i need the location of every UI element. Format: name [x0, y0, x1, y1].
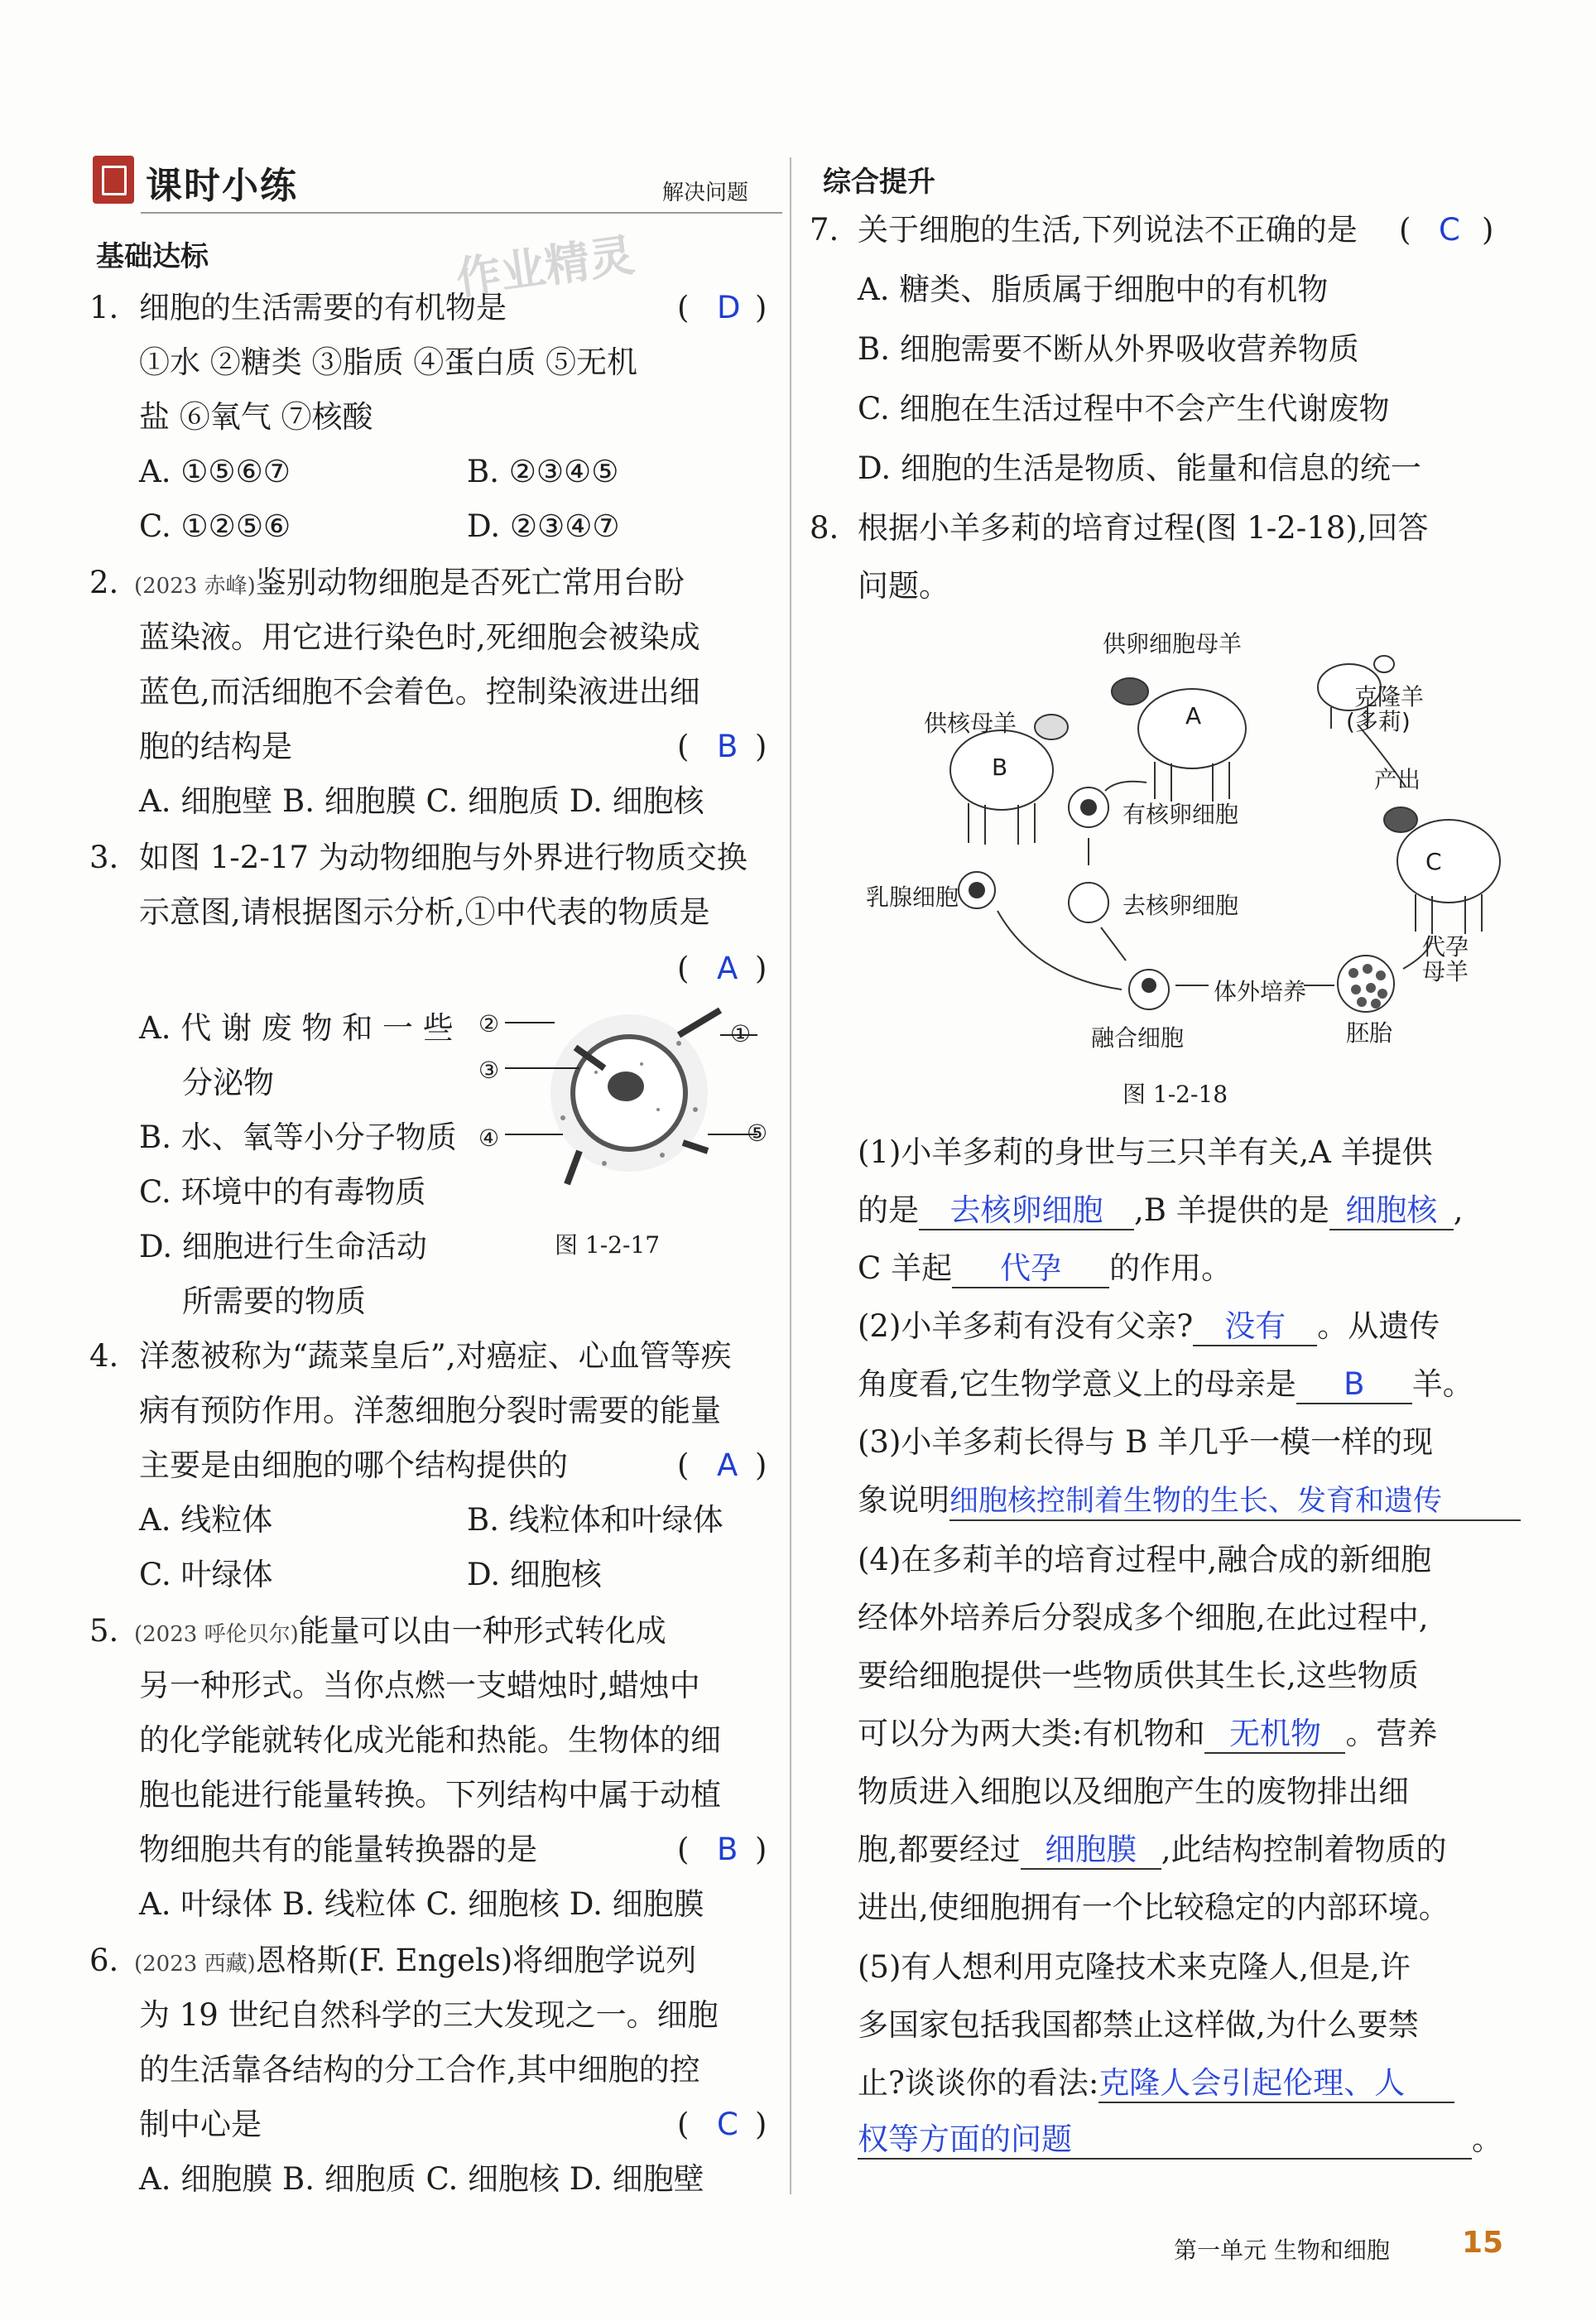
fig18-caption: 图 1-2-18 — [1122, 1081, 1228, 1108]
q7-answer: C — [1439, 212, 1460, 248]
q7-option-d: D. 细胞的生活是物质、能量和信息的统一 — [858, 450, 1421, 486]
q3-line2: 示意图,请根据图示分析,①中代表的物质是 — [139, 894, 710, 930]
fig17-mark-2: ② — [478, 1010, 500, 1038]
q7-option-c: C. 细胞在生活过程中不会产生代谢废物 — [858, 391, 1390, 426]
q5-number: 5. — [89, 1613, 119, 1649]
q4-answer: A — [717, 1447, 738, 1483]
q8-p4-line7: 进出,使细胞拥有一个比较稳定的内部环境。 — [858, 1890, 1449, 1925]
fig18-egg-donor: 供卵细胞母羊 — [1103, 630, 1243, 657]
q3-option-b: B. 水、氧等小分子物质 — [139, 1120, 457, 1155]
q1-items-1: ①水 ②糖类 ③脂质 ④蛋白质 ⑤无机 — [139, 344, 638, 380]
q4-option-a: A. 线粒体 — [139, 1502, 273, 1538]
q2-paren-close: ) — [755, 729, 767, 764]
q8-p4-line5: 物质进入细胞以及细胞产生的废物排出细 — [858, 1774, 1409, 1809]
q3-number: 3. — [89, 840, 119, 875]
q8-answer-opinion-2: 权等方面的问题 — [858, 2121, 1472, 2160]
q6-options: A. 细胞膜 B. 细胞质 C. 细胞核 D. 细胞壁 — [139, 2161, 704, 2197]
page-number: 15 — [1462, 2226, 1504, 2260]
q2-paren-open: ( — [677, 729, 690, 764]
q4-paren-close: ) — [755, 1447, 767, 1483]
section-advanced: 综合提升 — [823, 159, 935, 200]
page-subtitle: 解决问题 — [662, 181, 749, 205]
q2-source: (2023 赤峰) — [134, 574, 256, 599]
figure-1-2-17 — [472, 985, 786, 1209]
q2-line1: (2023 赤峰)鉴别动物细胞是否死亡常用台盼 — [134, 565, 685, 600]
fig18-mammary: 乳腺细胞 — [866, 884, 959, 911]
q8-p4-line6: 胞,都要经过 细胞膜 ,此结构控制着物质的 — [858, 1832, 1447, 1870]
q6-number: 6. — [89, 1943, 119, 1978]
q4-option-b: B. 线粒体和叶绿体 — [467, 1502, 723, 1538]
fig18-nucleus-donor: 供核母羊 — [924, 710, 1017, 737]
q8-p5-line4: 权等方面的问题 。 — [858, 2121, 1502, 2160]
q6-paren-open: ( — [677, 2107, 690, 2142]
q6-source: (2023 西藏) — [134, 1952, 256, 1977]
q7-option-b: B. 细胞需要不断从外界吸收营养物质 — [858, 331, 1359, 367]
column-divider — [790, 157, 791, 2194]
q8-p5-line2: 多国家包括我国都禁止这样做,为什么要禁 — [858, 2007, 1419, 2043]
q6-line3: 的生活靠各结构的分工合作,其中细胞的控 — [139, 2052, 700, 2087]
q8-p3-line1: (3)小羊多莉长得与 B 羊几乎一模一样的现 — [858, 1424, 1434, 1460]
lesson-icon — [93, 156, 134, 204]
q8-answer-inorganic: 无机物 — [1204, 1716, 1345, 1754]
fig18-surrogate-1: 代孕 — [1422, 933, 1469, 961]
q6-line4: 制中心是 — [139, 2107, 262, 2142]
q5-paren-close: ) — [755, 1832, 767, 1867]
fig18-clone-name: (多莉) — [1346, 708, 1411, 735]
q1-stem: 细胞的生活需要的有机物是 — [139, 290, 507, 325]
q2-line2: 蓝染液。用它进行染色时,死细胞会被染成 — [139, 619, 700, 655]
q8-p4-line4: 可以分为两大类:有机物和 无机物 。营养 — [858, 1716, 1437, 1754]
fig18-enucleated-egg: 去核卵细胞 — [1122, 892, 1239, 919]
q8-answer-opinion-1: 克隆人会引起伦理、人 — [1098, 2065, 1454, 2103]
q5-options: A. 叶绿体 B. 线粒体 C. 细胞核 D. 细胞膜 — [139, 1886, 704, 1922]
fig18-produce: 产出 — [1374, 766, 1421, 793]
q8-p5-line3: 止?谈谈你的看法:克隆人会引起伦理、人 — [858, 2065, 1454, 2103]
q1-answer: D — [717, 290, 741, 325]
q2-line3: 蓝色,而活细胞不会着色。控制染液进出细 — [139, 674, 700, 710]
q3-answer: A — [717, 951, 738, 986]
q5-line1: (2023 呼伦贝尔)能量可以由一种形式转化成 — [134, 1613, 666, 1649]
fig18-nucleated-egg: 有核卵细胞 — [1122, 801, 1239, 828]
sheep-c — [1384, 807, 1500, 934]
q7-option-a: A. 糖类、脂质属于细胞中的有机物 — [858, 272, 1329, 307]
q8-line2: 问题。 — [858, 568, 949, 604]
q4-option-d: D. 细胞核 — [467, 1557, 602, 1592]
q1-number: 1. — [89, 290, 119, 325]
q8-answer-c: 代孕 — [952, 1250, 1109, 1288]
q3-option-a1: A. 代 谢 废 物 和 一 些 — [139, 1010, 454, 1046]
q5-paren-open: ( — [677, 1832, 690, 1867]
watermark: 作业精灵 — [453, 229, 637, 306]
q3-option-a2: 分泌物 — [182, 1065, 274, 1100]
arrow-out — [679, 1010, 720, 1035]
q1-paren-close: ) — [755, 290, 767, 325]
fig18-surrogate-2: 母羊 — [1422, 958, 1469, 985]
q8-p1-line1: (1)小羊多莉的身世与三只羊有关,A 羊提供 — [858, 1134, 1433, 1170]
q8-answer-membrane: 细胞膜 — [1021, 1832, 1161, 1870]
cell-nucleus — [608, 1071, 644, 1101]
q8-number: 8. — [810, 510, 839, 546]
q8-p1-line2: 的是 去核卵细胞 ,B 羊提供的是 细胞核 , — [858, 1192, 1463, 1230]
q8-answer-explain: 细胞核控制着生物的生长、发育和遗传 — [949, 1483, 1521, 1521]
q5-source: (2023 呼伦贝尔) — [134, 1622, 299, 1647]
q7-number: 7. — [810, 212, 839, 248]
q8-p4-line1: (4)在多莉羊的培育过程中,融合成的新细胞 — [858, 1542, 1432, 1577]
q5-line3: 的化学能就转化成光能和热能。生物体的细 — [139, 1722, 721, 1758]
fig17-caption: 图 1-2-17 — [555, 1231, 661, 1259]
q4-line3: 主要是由细胞的哪个结构提供的 — [139, 1447, 568, 1483]
q1-option-a: A. ①⑤⑥⑦ — [139, 454, 291, 489]
q1-items-2: 盐 ⑥氧气 ⑦核酸 — [139, 399, 373, 435]
q7-stem: 关于细胞的生活,下列说法不正确的是 — [858, 212, 1358, 248]
q1-option-c: C. ①②⑤⑥ — [139, 508, 291, 544]
sheep-a — [1112, 678, 1246, 802]
footer-unit: 第一单元 生物和细胞 — [1174, 2237, 1390, 2264]
q7-paren-close: ) — [1482, 212, 1494, 248]
q4-number: 4. — [89, 1338, 119, 1374]
enucleated-egg — [1069, 883, 1108, 922]
q3-option-c: C. 环境中的有毒物质 — [139, 1174, 426, 1210]
q8-line1: 根据小羊多莉的培育过程(图 1-2-18),回答 — [858, 510, 1429, 546]
fig18-sheep-a: A — [1185, 702, 1202, 730]
q8-answer-father: 没有 — [1193, 1308, 1317, 1346]
q6-answer: C — [717, 2107, 738, 2142]
q8-p4-line2: 经体外培养后分裂成多个细胞,在此过程中, — [858, 1600, 1429, 1635]
q4-option-c: C. 叶绿体 — [139, 1557, 273, 1592]
q8-answer-mother: B — [1296, 1366, 1412, 1404]
q8-p5-line1: (5)有人想利用克隆技术来克隆人,但是,许 — [858, 1949, 1411, 1985]
fig17-mark-4: ④ — [478, 1124, 500, 1152]
q8-p3-line2: 象说明细胞核控制着生物的生长、发育和遗传 — [858, 1482, 1521, 1521]
q4-line1: 洋葱被称为“蔬菜皇后”,对癌症、心血管等疾 — [139, 1338, 732, 1374]
q1-paren-open: ( — [677, 290, 690, 325]
fig18-sheep-c: C — [1425, 848, 1442, 875]
fig18-clone-label: 克隆羊 — [1354, 683, 1425, 710]
q3-paren-close: ) — [755, 951, 767, 986]
fig18-culture: 体外培养 — [1214, 978, 1307, 1005]
q6-line2: 为 19 世纪自然科学的三大发现之一。细胞 — [139, 1997, 719, 2033]
q5-answer: B — [717, 1832, 738, 1867]
q4-paren-open: ( — [677, 1447, 690, 1483]
q8-p4-line3: 要给细胞提供一些物质供其生长,这些物质 — [858, 1658, 1419, 1693]
q6-paren-close: ) — [755, 2107, 767, 2142]
header-rule — [141, 212, 782, 214]
q3-paren-open: ( — [677, 951, 690, 986]
q3-line1: 如图 1-2-17 为动物细胞与外界进行物质交换 — [139, 840, 748, 875]
page-title: 课时小练 — [146, 165, 298, 207]
q3-option-d2: 所需要的物质 — [182, 1283, 366, 1319]
fig17-mark-3: ③ — [478, 1057, 500, 1084]
q7-paren-open: ( — [1399, 212, 1411, 248]
q5-line4: 胞也能进行能量转换。下列结构中属于动植 — [139, 1777, 721, 1813]
q2-number: 2. — [89, 565, 119, 600]
q8-p2-line1: (2)小羊多莉有没有父亲? 没有 。从遗传 — [858, 1308, 1440, 1346]
q1-option-b: B. ②③④⑤ — [467, 454, 619, 489]
fig17-mark-1: ① — [730, 1020, 752, 1047]
q2-options: A. 细胞壁 B. 细胞膜 C. 细胞质 D. 细胞核 — [139, 783, 704, 819]
q1-option-d: D. ②③④⑦ — [467, 508, 620, 544]
figure-1-2-18 — [853, 621, 1531, 1068]
q8-answer-a: 去核卵细胞 — [919, 1192, 1134, 1230]
q2-line4: 胞的结构是 — [139, 729, 292, 764]
q8-p1-line3: C 羊起 代孕 的作用。 — [858, 1250, 1232, 1288]
q8-p2-line2: 角度看,它生物学意义上的母亲是 B 羊。 — [858, 1366, 1473, 1404]
fig18-fused: 融合细胞 — [1091, 1024, 1185, 1052]
arrow-in-3 — [683, 1143, 708, 1151]
fig17-mark-5: ⑤ — [747, 1120, 768, 1147]
q3-option-d1: D. 细胞进行生命活动 — [139, 1229, 427, 1264]
arrow-in-2 — [567, 1151, 579, 1184]
fig18-embryo: 胚胎 — [1346, 1019, 1393, 1047]
q5-line5: 物细胞共有的能量转换器的是 — [139, 1832, 537, 1867]
q4-line2: 病有预防作用。洋葱细胞分裂时需要的能量 — [139, 1393, 721, 1428]
q5-line2: 另一种形式。当你点燃一支蜡烛时,蜡烛中 — [139, 1668, 700, 1703]
fig18-sheep-b: B — [992, 754, 1008, 781]
q8-answer-b: 细胞核 — [1329, 1192, 1454, 1230]
section-basic: 基础达标 — [96, 234, 209, 274]
q2-answer: B — [717, 729, 738, 764]
q6-line1: (2023 西藏)恩格斯(F. Engels)将细胞学说列 — [134, 1943, 697, 1978]
